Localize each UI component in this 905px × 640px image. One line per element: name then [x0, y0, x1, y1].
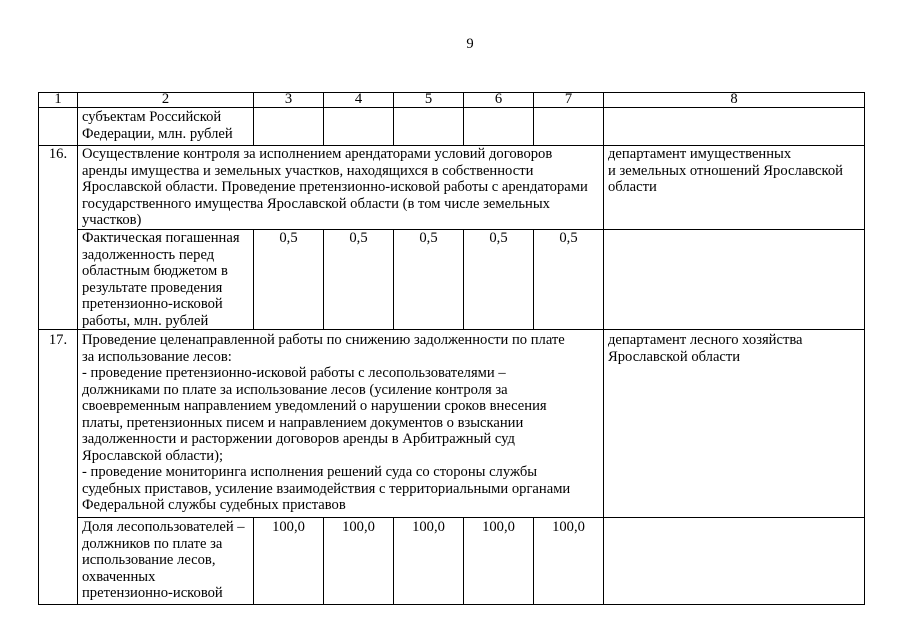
header-cell-5: 5	[394, 93, 464, 108]
activity-text-line: за использование лесов:	[82, 348, 232, 365]
page-number: 9	[466, 36, 474, 52]
activity-text-line: задолженности и расторжении договоров аренды в Арбитражный суд	[82, 431, 515, 447]
executor-cell	[604, 518, 865, 605]
executor-cell	[604, 108, 865, 146]
executor-text-line: департамент лесного хозяйства	[608, 332, 803, 348]
indicator-text-line: Фактическая погашенная	[82, 230, 240, 246]
indicator-text-line: работы, млн. рублей	[82, 312, 209, 329]
indicator-cell	[78, 108, 254, 146]
value-cell: 100,0	[324, 518, 394, 605]
activity-text-line: судебных приставов, усиление взаимодействия с территориальными органами	[82, 480, 571, 497]
executor-cell	[604, 146, 865, 230]
executor-text-line: департамент имущественных	[608, 146, 792, 162]
indicator-cell	[78, 518, 254, 605]
activity-text-line: платы, претензионных писем и направлением документов о взыскании	[82, 414, 524, 431]
indicator-text-line: областным бюджетом в	[82, 263, 228, 279]
activity-text-line: - проведение претензионно-исковой работы с лесопользователями –	[82, 365, 506, 381]
value-cell	[534, 108, 604, 146]
executor-cell	[604, 230, 865, 330]
executor-text-line: области	[608, 179, 657, 195]
activity-text-line: Осуществление контроля за исполнением арендаторами условий договоров	[82, 146, 553, 162]
continuation-row	[39, 108, 865, 146]
number-cell	[39, 108, 78, 146]
indicator-text-line: использование лесов,	[82, 552, 216, 568]
indicator-cell	[78, 230, 254, 330]
executor-cell	[604, 330, 865, 518]
value-cell: 100,0	[254, 518, 324, 605]
indicator-text-line: результате проведения	[82, 279, 223, 296]
value-cell	[324, 108, 394, 146]
indicator-text-line: Федерации, млн. рублей	[82, 125, 233, 142]
header-cell-3: 3	[254, 93, 324, 108]
indicator-text-line: охваченных	[82, 568, 156, 585]
activity-cell	[78, 330, 604, 518]
activity-text-line: - проведение мониторинга исполнения решений суда со стороны службы	[82, 464, 538, 480]
indicator-text-line: Доля лесопользователей –	[82, 519, 245, 535]
header-cell-2: 2	[78, 93, 254, 108]
activity-cell	[78, 146, 604, 230]
header-cell-6: 6	[464, 93, 534, 108]
measures-table	[38, 92, 865, 605]
value-cell	[394, 108, 464, 146]
activity-text-line: участков)	[82, 212, 142, 228]
value-cell: 100,0	[394, 518, 464, 605]
executor-text-line: и земельных отношений Ярославской	[608, 162, 843, 179]
indicator-row	[39, 518, 865, 605]
activity-text-line: должниками по плате за использование лесов (усиление контроля за	[82, 381, 508, 398]
value-cell: 0,5	[324, 230, 394, 330]
header-cell-8: 8	[604, 93, 865, 108]
item-number: 17.	[39, 330, 78, 605]
activity-text-line: Ярославской области. Проведение претензионно-исковой работы с арендаторами	[82, 179, 588, 195]
table-header-row	[39, 93, 865, 108]
value-cell: 0,5	[394, 230, 464, 330]
activity-text-line: аренды имущества и земельных участков, находящихся в собственности	[82, 162, 534, 179]
indicator-text-line: субъектам Российской	[82, 109, 222, 125]
value-cell	[254, 108, 324, 146]
item-number: 16.	[39, 146, 78, 330]
item-row	[39, 146, 865, 230]
value-cell: 0,5	[254, 230, 324, 330]
value-cell: 0,5	[534, 230, 604, 330]
activity-text-line: Проведение целенаправленной работы по снижению задолженности по плате	[82, 332, 565, 348]
header-cell-4: 4	[324, 93, 394, 108]
activity-text-line: Ярославской области);	[82, 447, 224, 464]
indicator-text-line: задолженность перед	[82, 246, 215, 263]
value-cell: 0,5	[464, 230, 534, 330]
indicator-text-line: претензионно-исковой	[82, 585, 223, 601]
value-cell: 100,0	[534, 518, 604, 605]
value-cell: 100,0	[464, 518, 534, 605]
header-cell-7: 7	[534, 93, 604, 108]
indicator-text-line: претензионно-исковой	[82, 296, 223, 312]
indicator-text-line: должников по плате за	[82, 535, 223, 552]
item-row	[39, 330, 865, 518]
activity-text-line: Федеральной службы судебных приставов	[82, 497, 346, 513]
value-cell	[464, 108, 534, 146]
header-cell-1: 1	[39, 93, 78, 108]
activity-text-line: государственного имущества Ярославской области (в том числе земельных	[82, 195, 550, 212]
executor-text-line: Ярославской области	[608, 348, 741, 365]
indicator-row	[39, 230, 865, 330]
activity-text-line: своевременным направлением уведомлений о нарушении сроков внесения	[82, 398, 547, 414]
